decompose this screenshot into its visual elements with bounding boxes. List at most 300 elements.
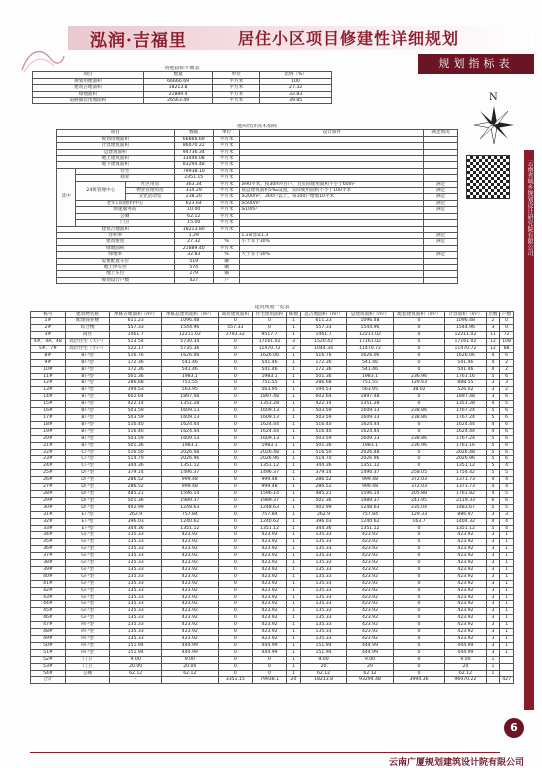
table-cell: 1 xyxy=(486,670,500,677)
table-cell: H户型 xyxy=(65,629,110,636)
table-cell: 238.86 xyxy=(393,435,445,442)
table-cell: 公厕 xyxy=(65,670,110,677)
table-cell: 66666.69 xyxy=(143,78,212,84)
table-cell: 9.00 xyxy=(445,656,486,663)
table-cell: 2 xyxy=(500,359,514,366)
table-cell: 4 xyxy=(500,518,514,525)
table-row xyxy=(31,601,514,608)
table-cell: 4 xyxy=(486,352,500,359)
table-cell: 44# xyxy=(31,601,66,608)
table-cell: 423.92 xyxy=(445,636,486,643)
table-row xyxy=(31,366,514,373)
table-cell: 135.33 xyxy=(110,560,162,567)
column-header: 商业建筑面积 xyxy=(218,311,252,317)
table-cell: 423.92 xyxy=(161,539,218,546)
table-cell: 503.59 xyxy=(300,408,346,415)
table-cell: 262.9 xyxy=(300,511,346,518)
table-cell: 10# xyxy=(31,366,66,373)
table-cell: 3 xyxy=(486,532,500,539)
table-cell: 1 xyxy=(287,484,301,491)
table-cell: 526.02 xyxy=(445,387,486,394)
table-row xyxy=(31,421,514,428)
table-cell: 423.92 xyxy=(252,553,286,560)
table-cell: 3 xyxy=(486,629,500,636)
table-cell: 1096.48 xyxy=(445,318,486,325)
table-cell: 1 xyxy=(287,504,301,511)
table-row xyxy=(31,573,514,580)
table-cell: 21# xyxy=(31,442,66,449)
table-cell: 满足 xyxy=(424,194,458,200)
table-cell: 83294.48 xyxy=(174,162,213,168)
table-cell: 3 xyxy=(486,608,500,615)
page-number: 6 xyxy=(504,718,524,738)
table-cell: 0 xyxy=(218,463,252,470)
table-cell: 文化活动室 xyxy=(126,194,174,200)
table-cell: 平方米 xyxy=(213,181,239,187)
table-cell: 0 xyxy=(218,670,252,677)
table-cell: 1624.44 xyxy=(347,428,393,435)
table-cell: 135.33 xyxy=(110,566,162,573)
table-cell: 0 xyxy=(393,546,445,553)
table-cell: 6 xyxy=(500,456,514,463)
table-cell: 5 xyxy=(500,504,514,511)
table-cell: 5 xyxy=(486,442,500,449)
table-cell: 2026.48 xyxy=(347,449,393,456)
table-cell: 96070.22 xyxy=(445,677,486,684)
table-cell: 0 xyxy=(500,318,514,325)
table-cell: 19# xyxy=(31,428,66,435)
table-cell: E户型 xyxy=(65,525,110,532)
table-cell: 0 xyxy=(218,490,252,497)
table-row xyxy=(31,560,514,567)
table-cell: 1983.1 xyxy=(161,373,218,380)
table-cell: 18213.80 xyxy=(174,226,213,232)
table-cell: 135.33 xyxy=(300,636,346,643)
table-cell: B户型 xyxy=(65,408,110,415)
table-cell: 0 xyxy=(393,615,445,622)
table-cell: 1351.12 xyxy=(161,463,218,470)
table-cell: 0 xyxy=(393,670,445,677)
table-cell: 1351.12 xyxy=(252,463,286,470)
table-cell: 0 xyxy=(218,484,252,491)
table-cell: 3 xyxy=(486,594,500,601)
table-cell: 道路铺装用地面积 xyxy=(33,98,144,104)
table-cell: 563.95 xyxy=(252,387,286,394)
table-cell: 32.83 xyxy=(174,252,213,258)
table-cell: 999.48 xyxy=(347,484,393,491)
table-cell: 423.92 xyxy=(445,615,486,622)
table-cell: 4 xyxy=(486,366,500,373)
table-cell: 1624.44 xyxy=(347,421,393,428)
table-cell: 5 xyxy=(486,463,500,470)
table-cell: 423.92 xyxy=(445,539,486,546)
table-row xyxy=(31,497,514,504)
table-cell: 423.92 xyxy=(252,636,286,643)
table-cell: 35# xyxy=(31,539,66,546)
table-cell: 1 xyxy=(287,421,301,428)
table-cell: 50# xyxy=(31,642,66,649)
table-cell: 423.92 xyxy=(161,560,218,567)
compass xyxy=(472,92,516,146)
column-header: 单位 xyxy=(213,130,239,136)
table-cell: 423.92 xyxy=(445,546,486,553)
table-cell: 辆 xyxy=(213,271,239,277)
table-cell: 9.00 xyxy=(110,656,162,663)
column-header: 计容面积（m²） xyxy=(445,311,486,317)
table-cell: B户型 xyxy=(65,428,110,435)
table-cell: 1767.24 xyxy=(445,435,486,442)
table-cell: 商业 xyxy=(76,175,174,181)
table-cell: 20 xyxy=(287,677,301,684)
table-cell: 38# xyxy=(31,560,66,567)
table-cell: 24# xyxy=(31,463,66,470)
table-cell: 2351.15 xyxy=(174,175,213,181)
table-cell: 516.50 xyxy=(300,449,346,456)
table-cell: 422.14 xyxy=(300,401,346,408)
table-cell: 1 xyxy=(500,608,514,615)
table-cell: 商住 xyxy=(65,332,110,339)
table-cell: 88 xyxy=(500,345,514,352)
table-cell: 0 xyxy=(218,615,252,622)
table-cell: ≥10m² xyxy=(240,207,424,213)
table-cell: 0 xyxy=(218,642,252,649)
table-cell: 32.83 xyxy=(260,91,332,97)
table-cell: 602.64 xyxy=(110,394,162,401)
table-cell: 1.29 xyxy=(174,232,213,238)
table-cell: 0 xyxy=(393,463,445,470)
table-cell: 0 xyxy=(218,532,252,539)
table-cell: 0 xyxy=(393,428,445,435)
table-cell: 12 xyxy=(486,339,500,346)
table-cell: 1 xyxy=(287,670,301,677)
table-cell: B户型 xyxy=(65,373,110,380)
table-cell: 1351.28 xyxy=(445,401,486,408)
table-cell: 5 xyxy=(486,525,500,532)
table-cell: 757.84 xyxy=(161,511,218,518)
table-cell: 39.85 xyxy=(260,98,332,104)
table-cell: 9517.7 xyxy=(252,332,286,339)
table-cell: 602.64 xyxy=(300,394,346,401)
table-cell: 396.03 xyxy=(110,518,162,525)
table-cell: 423.92 xyxy=(161,546,218,553)
table-cell: 4 xyxy=(486,401,500,408)
table-cell: 1 xyxy=(287,539,301,546)
table-cell: 0 xyxy=(218,539,252,546)
table-cell: 423.92 xyxy=(347,580,393,587)
table-cell: 2026.48 xyxy=(445,449,486,456)
table-cell: 平方米 xyxy=(213,162,239,168)
table-cell: 12 xyxy=(486,345,500,352)
tech-index-table xyxy=(56,124,458,284)
table-cell: 444.99 xyxy=(161,642,218,649)
table-cell: 444.99 xyxy=(347,649,393,656)
table-cell: 1371.73 xyxy=(445,484,486,491)
table-row xyxy=(31,566,514,573)
table-cell: 541.46 xyxy=(161,359,218,366)
table-cell: 0 xyxy=(393,629,445,636)
table-cell: 6 xyxy=(500,449,514,456)
table-cell: 1989.37 xyxy=(252,497,286,504)
table-cell: ≥90平米，按30m²/百户，且实际使用面积不小于60m² xyxy=(240,181,424,187)
table-cell: 1404.32 xyxy=(445,518,486,525)
table-cell: 1240.62 xyxy=(161,518,218,525)
table-cell: 423.92 xyxy=(252,615,286,622)
table-cell: 3 xyxy=(486,546,500,553)
table-cell: 62.12 xyxy=(347,670,393,677)
table-cell: 423.92 xyxy=(347,560,393,567)
table-cell: 503.59 xyxy=(110,408,162,415)
table-cell: 94736.34 xyxy=(174,149,213,155)
table-cell: 402.99 xyxy=(300,504,346,511)
table-row xyxy=(31,511,514,518)
table-cell: 建筑占地面积 xyxy=(33,85,144,91)
table-cell: 6 xyxy=(500,352,514,359)
table-cell: 757.84 xyxy=(252,511,286,518)
table-cell: 423.92 xyxy=(161,532,218,539)
table-cell: D户型 xyxy=(65,477,110,484)
table-cell: 423.92 xyxy=(347,601,393,608)
table-cell: 522.17 xyxy=(110,345,162,352)
table-cell: 10.00 xyxy=(174,207,213,213)
table-cell: 0 xyxy=(218,408,252,415)
table-cell: 1 xyxy=(287,366,301,373)
column-header: 层数 xyxy=(486,311,500,317)
table-cell: 4 xyxy=(486,477,500,484)
table-row xyxy=(31,401,514,408)
table-row xyxy=(57,277,458,283)
table-cell: 49# xyxy=(31,636,66,643)
table-cell: 1754.42 xyxy=(445,470,486,477)
table-cell: 286.68 xyxy=(110,380,162,387)
table-cell: 423.92 xyxy=(445,608,486,615)
table-cell: 1897.48 xyxy=(347,394,393,401)
footer-company: 云南广厦规划建筑设计院有限公司 xyxy=(388,758,524,768)
table-cell: 135.33 xyxy=(110,587,162,594)
table-cell: 1351.12 xyxy=(161,525,218,532)
table-cell xyxy=(65,677,110,684)
table-cell: 住宅 xyxy=(76,168,174,174)
table-cell: 888.55 xyxy=(445,380,486,387)
table-cell: 1 xyxy=(500,553,514,560)
table-cell: B户型 xyxy=(65,442,110,449)
table-cell: 1351.12 xyxy=(445,463,486,470)
table-row xyxy=(31,649,514,656)
table-cell: 平方米 xyxy=(213,78,260,84)
column-header: 户数 xyxy=(500,311,514,317)
column-header: 配套建筑面积（m²） xyxy=(393,311,445,317)
table-cell: ≥500m² xyxy=(240,200,424,206)
table-cell: 6 xyxy=(500,408,514,415)
table-cell: 541.46 xyxy=(252,366,286,373)
table-cell: 423.92 xyxy=(445,553,486,560)
table-cell: 3 xyxy=(486,642,500,649)
table-cell: 485.21 xyxy=(110,490,162,497)
table-cell: 地上建筑面积 xyxy=(57,156,175,162)
table-cell: 541.46 xyxy=(445,359,486,366)
table-cell: 6 xyxy=(500,442,514,449)
table-cell: 9.00 xyxy=(347,656,393,663)
table-cell: 5 xyxy=(500,490,514,497)
table-cell: 0 xyxy=(218,518,252,525)
table-cell: 0 xyxy=(218,511,252,518)
table-row xyxy=(31,580,514,587)
table-cell: 372.03 xyxy=(393,477,445,484)
table-cell: 0 xyxy=(218,608,252,615)
table-cell: H户型 xyxy=(65,622,110,629)
land-balance-caption: 用地指标平衡表 xyxy=(164,66,200,71)
table-cell: 422.14 xyxy=(110,401,162,408)
table-cell: 绿地面积 xyxy=(33,91,144,97)
table-cell: 30# xyxy=(31,504,66,511)
table-cell: 3 xyxy=(486,380,500,387)
table-cell: 135.33 xyxy=(110,546,162,553)
table-row xyxy=(31,525,514,532)
table-cell: 135.33 xyxy=(110,573,162,580)
table-cell: 5 xyxy=(486,470,500,477)
table-cell: 27# xyxy=(31,484,66,491)
table-cell: 1 xyxy=(287,435,301,442)
table-cell: 135.33 xyxy=(300,615,346,622)
table-cell: 516.40 xyxy=(300,428,346,435)
table-cell: 503.59 xyxy=(300,415,346,422)
table-cell: 1 xyxy=(287,318,301,325)
table-cell: 423.92 xyxy=(161,566,218,573)
table-cell: 1520.42 xyxy=(300,339,346,346)
table-cell: 46# xyxy=(31,615,66,622)
table-cell: 444.99 xyxy=(252,649,286,656)
table-cell: 501.36 xyxy=(300,442,346,449)
table-cell: 1 xyxy=(287,636,301,643)
table-cell: 43# xyxy=(31,594,66,601)
table-cell: 1 xyxy=(287,594,301,601)
table-cell: 151.94 xyxy=(300,642,346,649)
table-cell: 1351.28 xyxy=(161,401,218,408)
table-cell: 238.20 xyxy=(174,194,213,200)
table-cell: 557.33 xyxy=(218,325,252,332)
building-list-table xyxy=(30,305,514,684)
table-cell: 0 xyxy=(218,566,252,573)
table-cell: 1 xyxy=(287,629,301,636)
table-cell: 172.36 xyxy=(300,366,346,373)
table-cell: 平方米 xyxy=(213,220,239,226)
table-cell: 高层住宅（小户） xyxy=(65,345,110,352)
table-cell: B户型 xyxy=(65,435,110,442)
table-cell: 423.92 xyxy=(347,608,393,615)
table-cell: 135.33 xyxy=(300,594,346,601)
table-cell: 6 xyxy=(500,373,514,380)
table-cell: 135.33 xyxy=(300,608,346,615)
table-cell: 0 xyxy=(393,553,445,560)
table-cell: 51# xyxy=(31,649,66,656)
table-cell: 0 xyxy=(218,345,252,352)
table-cell: G户型 xyxy=(65,573,110,580)
table-cell: 1 xyxy=(287,553,301,560)
table-cell: 5730.34 xyxy=(161,339,218,346)
table-cell: 18213.8 xyxy=(300,677,346,684)
tech-index-body xyxy=(57,136,458,283)
table-cell: 427 xyxy=(500,677,514,684)
table-cell: 423.92 xyxy=(161,629,218,636)
table-cell: 0 xyxy=(393,656,445,663)
table-cell: 0 xyxy=(218,318,252,325)
table-cell: 135.33 xyxy=(110,532,162,539)
table-cell: 2# xyxy=(31,325,66,332)
table-cell: 1 xyxy=(287,380,301,387)
table-cell: 0 xyxy=(218,560,252,567)
table-cell: 平方米 xyxy=(213,207,239,213)
table-cell: 1 xyxy=(500,594,514,601)
table-cell: 1624.44 xyxy=(161,428,218,435)
table-cell: 286.68 xyxy=(300,380,346,387)
column-header: 总建筑面积（m²） xyxy=(347,311,393,317)
table-cell: 1 xyxy=(287,352,301,359)
table-cell: 423.92 xyxy=(161,601,218,608)
table-cell: 1609.13 xyxy=(161,415,218,422)
table-cell: 1609.13 xyxy=(252,435,286,442)
table-cell: 5 xyxy=(486,415,500,422)
table-cell: G户型 xyxy=(65,532,110,539)
table-cell: 108 xyxy=(500,339,514,346)
building-list-body xyxy=(31,318,514,684)
table-cell: 规划设计户数 xyxy=(57,277,175,283)
table-cell: 423.92 xyxy=(347,629,393,636)
table-cell: 54# xyxy=(31,670,66,677)
table-cell: 0 xyxy=(218,553,252,560)
table-cell: 135.33 xyxy=(300,566,346,573)
table-cell: 1 xyxy=(287,566,301,573)
table-cell: % xyxy=(213,252,239,258)
table-cell: 1 xyxy=(486,656,500,663)
table-cell: 503.59 xyxy=(300,435,346,442)
table-cell: 小于等于30% xyxy=(240,239,424,245)
table-cell: 平方米 xyxy=(213,194,239,200)
table-cell: 1 xyxy=(287,518,301,525)
table-cell: 0 xyxy=(393,539,445,546)
table-row xyxy=(31,408,514,415)
table-cell: 379.14 xyxy=(110,470,162,477)
table-cell: 235.04 xyxy=(393,504,445,511)
table-row xyxy=(31,352,514,359)
table-cell: 1983.1 xyxy=(252,373,286,380)
table-cell: 0 xyxy=(393,401,445,408)
table-cell: 423.92 xyxy=(347,539,393,546)
table-cell: 建筑占地面积 xyxy=(57,226,175,232)
table-cell: 423.92 xyxy=(252,608,286,615)
table-cell: 423.92 xyxy=(161,573,218,580)
table-cell: 423.92 xyxy=(161,615,218,622)
table-cell: 36# xyxy=(31,546,66,553)
subtitle-tab: 规划指标表 xyxy=(418,54,534,74)
table-cell: G户型 xyxy=(65,546,110,553)
table-cell: 1483.67 xyxy=(445,504,486,511)
qr-code-icon xyxy=(466,155,510,199)
table-cell: 0 xyxy=(218,421,252,428)
table-cell: 13446.08 xyxy=(174,156,213,162)
table-row xyxy=(31,622,514,629)
table-cell: 5735.36 xyxy=(161,345,218,352)
table-cell: 3 xyxy=(486,387,500,394)
table-cell: 满足 xyxy=(424,239,458,245)
table-cell: 1 xyxy=(287,408,301,415)
table-cell: 423.92 xyxy=(445,560,486,567)
table-cell: 501.36 xyxy=(110,373,162,380)
table-cell: 1626.06 xyxy=(347,352,393,359)
table-cell: 1351.12 xyxy=(347,463,393,470)
table-cell: 1609.13 xyxy=(347,415,393,422)
table-cell: G户型 xyxy=(65,601,110,608)
table-cell: 0 xyxy=(218,601,252,608)
table-cell: 0 xyxy=(218,546,252,553)
